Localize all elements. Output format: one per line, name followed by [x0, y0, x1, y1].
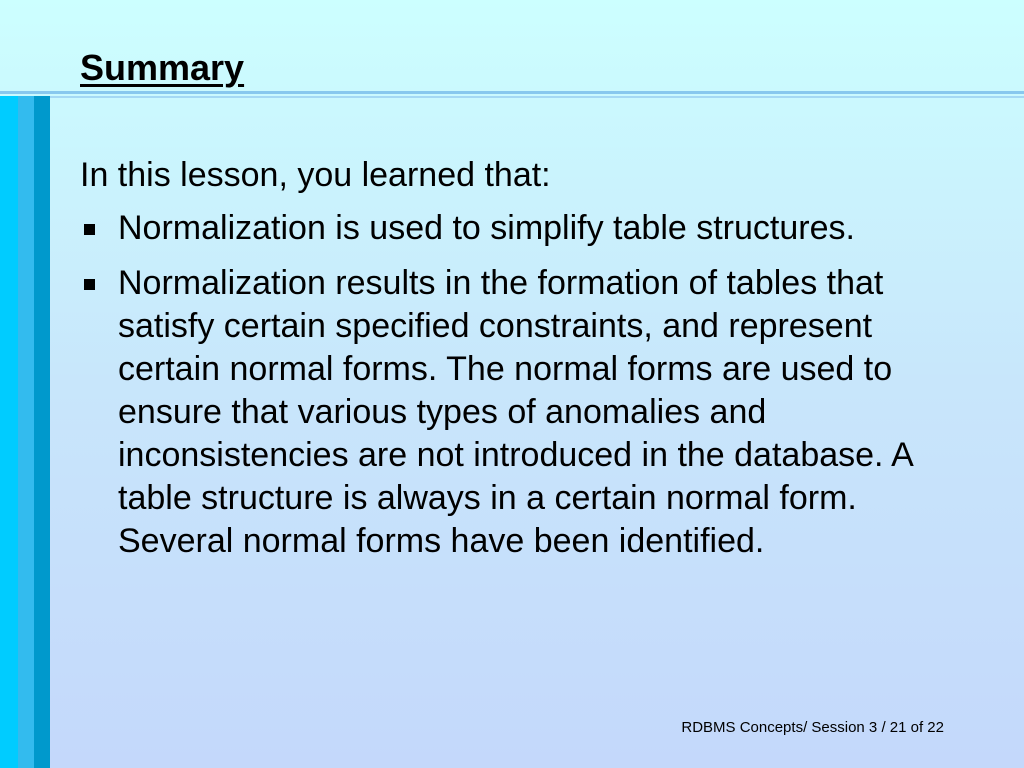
bullet-item — [80, 207, 980, 250]
title-divider-secondary — [0, 96, 1024, 98]
bullet-text: Normalization results in the formation of tables that satisfy certain specified constraints, and represent certain normal forms. The normal forms are used to ensure that various types of anomalies and inconsistencies are not introduced in the database. A table structure is always in a certain normal form. Several normal forms have been identified. — [118, 264, 912, 560]
left-accent-bar-light — [0, 96, 18, 768]
bullet-list — [80, 207, 980, 563]
title-area — [0, 0, 1024, 92]
title-divider — [0, 91, 1024, 94]
bullet-item — [80, 262, 980, 563]
bullet-text: Normalization is used to simplify table structures. — [118, 209, 855, 247]
left-accent-bar-mid — [18, 96, 34, 768]
left-accent-bar-dark — [34, 96, 50, 768]
square-bullet-icon — [84, 224, 95, 235]
slide-body — [80, 152, 980, 575]
slide-title: Summary — [80, 47, 245, 88]
slide-footer: RDBMS Concepts/ Session 3 / 21 of 22 — [681, 719, 944, 736]
square-bullet-icon — [84, 279, 95, 290]
intro-text: In this lesson, you learned that: — [80, 156, 551, 194]
